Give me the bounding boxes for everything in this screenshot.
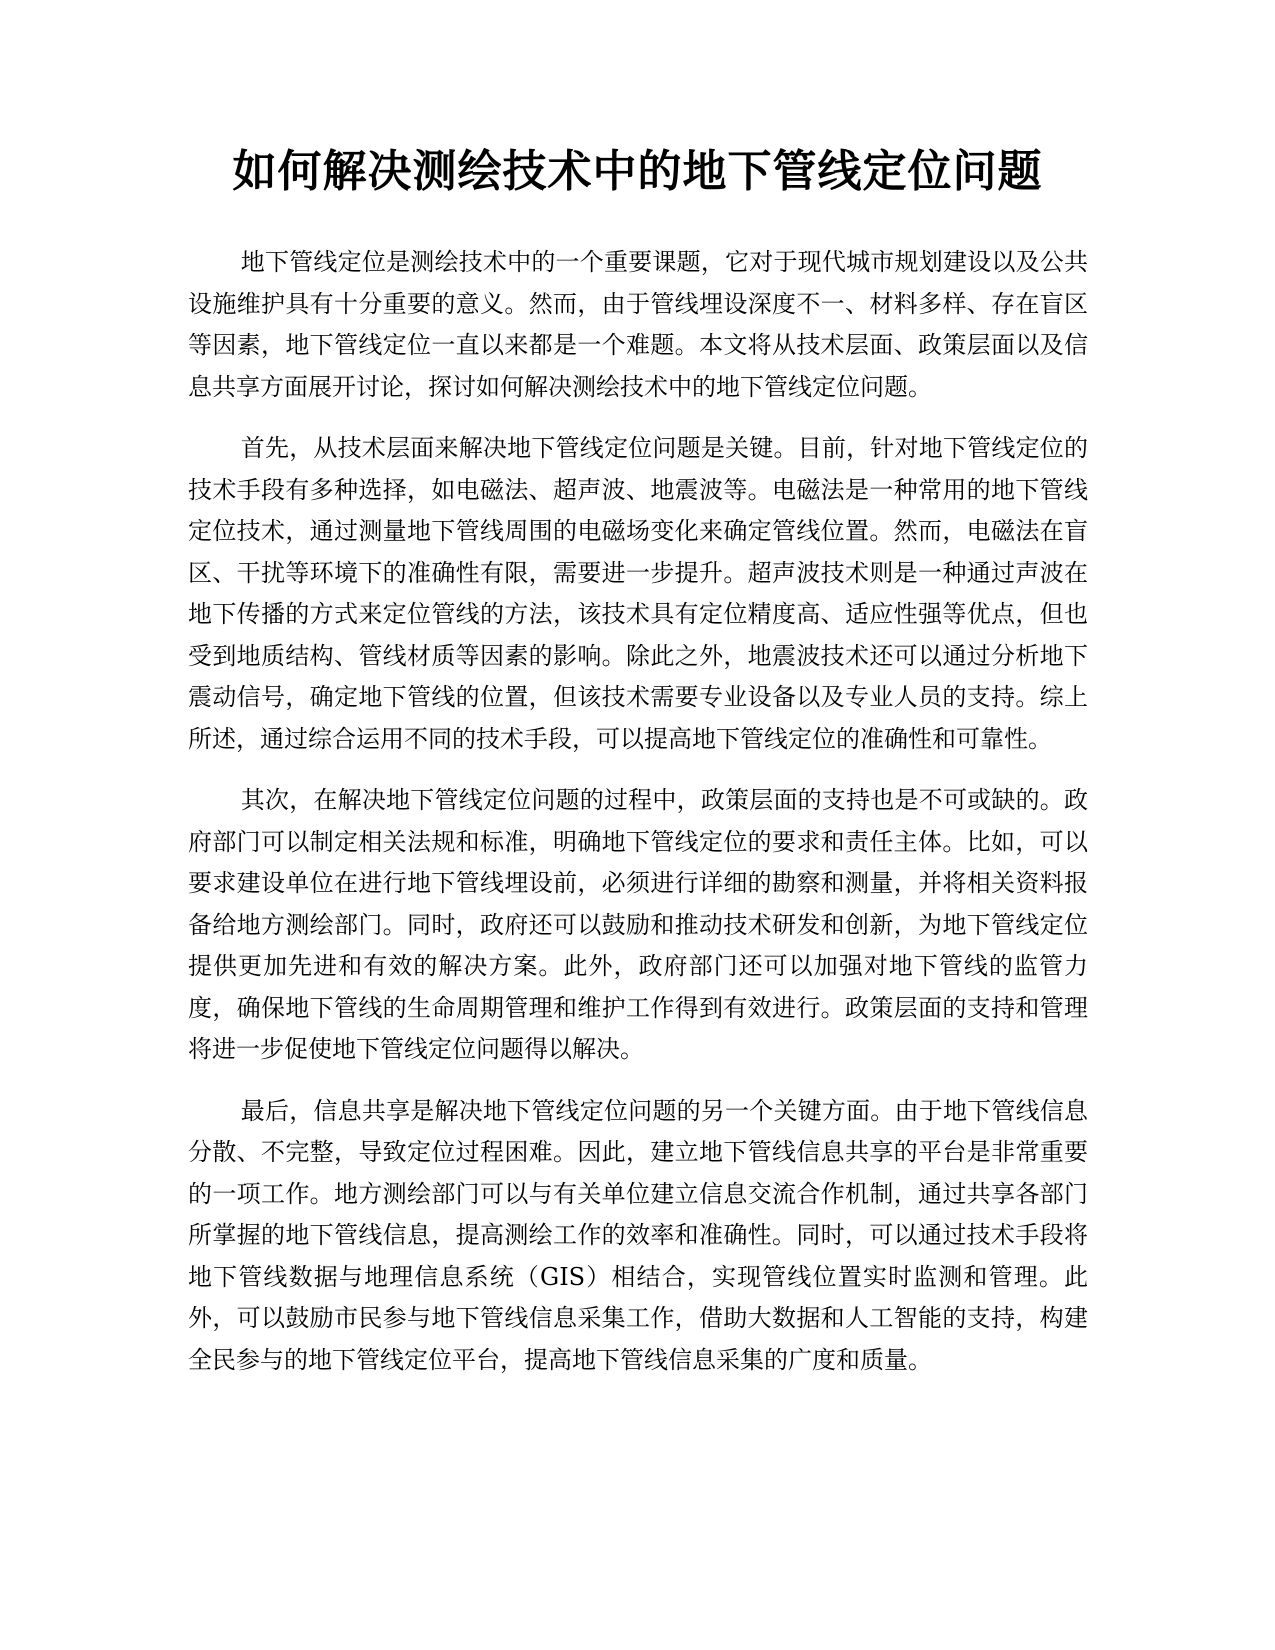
- paragraph-intro: 地下管线定位是测绘技术中的一个重要课题，它对于现代城市规划建设以及公共设施维护具有十分重要的意义。然而，由于管线埋设深度不一、材料多样、存在盲区等因素，地下管线定位一直以来都是一个难题。本文将从技术层面、政策层面以及信息共享方面展开讨论，探讨如何解决测绘技术中的地下管线定位问题。: [188, 248, 1088, 401]
- paragraph-policy: 其次，在解决地下管线定位问题的过程中，政策层面的支持也是不可或缺的。政府部门可以制定相关法规和标准，明确地下管线定位的要求和责任主体。比如，可以要求建设单位在进行地下管线埋设前，必须进行详细的勘察和测量，并将相关资料报备给地方测绘部门。同时，政府还可以鼓励和推动技术研发和创新，为地下管线定位提供更加先进和有效的解决方案。此外，政府部门还可以加强对地下管线的监管力度，确保地下管线的生命周期管理和维护工作得到有效进行。政策层面的支持和管理将进一步促使地下管线定位问题得以解决。: [188, 786, 1088, 1063]
- paragraph-information-sharing: 最后，信息共享是解决地下管线定位问题的另一个关键方面。由于地下管线信息分散、不完整，导致定位过程困难。因此，建立地下管线信息共享的平台是非常重要的一项工作。地方测绘部门可以与有关单位建立信息交流合作机制，通过共享各部门所掌握的地下管线信息，提高测绘工作的效率和准确性。同时，可以通过技术手段将地下管线数据与地理信息系统（GIS）相结合，实现管线位置实时监测和管理。此外，可以鼓励市民参与地下管线信息采集工作，借助大数据和人工智能的支持，构建全民参与的地下管线定位平台，提高地下管线信息采集的广度和质量。: [188, 1096, 1088, 1374]
- paragraph-technology: 首先，从技术层面来解决地下管线定位问题是关键。目前，针对地下管线定位的技术手段有多种选择，如电磁法、超声波、地震波等。电磁法是一种常用的地下管线定位技术，通过测量地下管线周围的电磁场变化来确定管线位置。然而，电磁法在盲区、干扰等环境下的准确性有限，需要进一步提升。超声波技术则是一种通过声波在地下传播的方式来定位管线的方法，该技术具有定位精度高、适应性强等优点，但也受到地质结构、管线材质等因素的影响。除此之外，地震波技术还可以通过分析地下震动信号，确定地下管线的位置，但该技术需要专业设备以及专业人员的支持。综上所述，通过综合运用不同的技术手段，可以提高地下管线定位的准确性和可靠性。: [188, 434, 1088, 753]
- document-body: [188, 242, 1088, 1401]
- document-title: 如何解决测绘技术中的地下管线定位问题: [232, 146, 1043, 197]
